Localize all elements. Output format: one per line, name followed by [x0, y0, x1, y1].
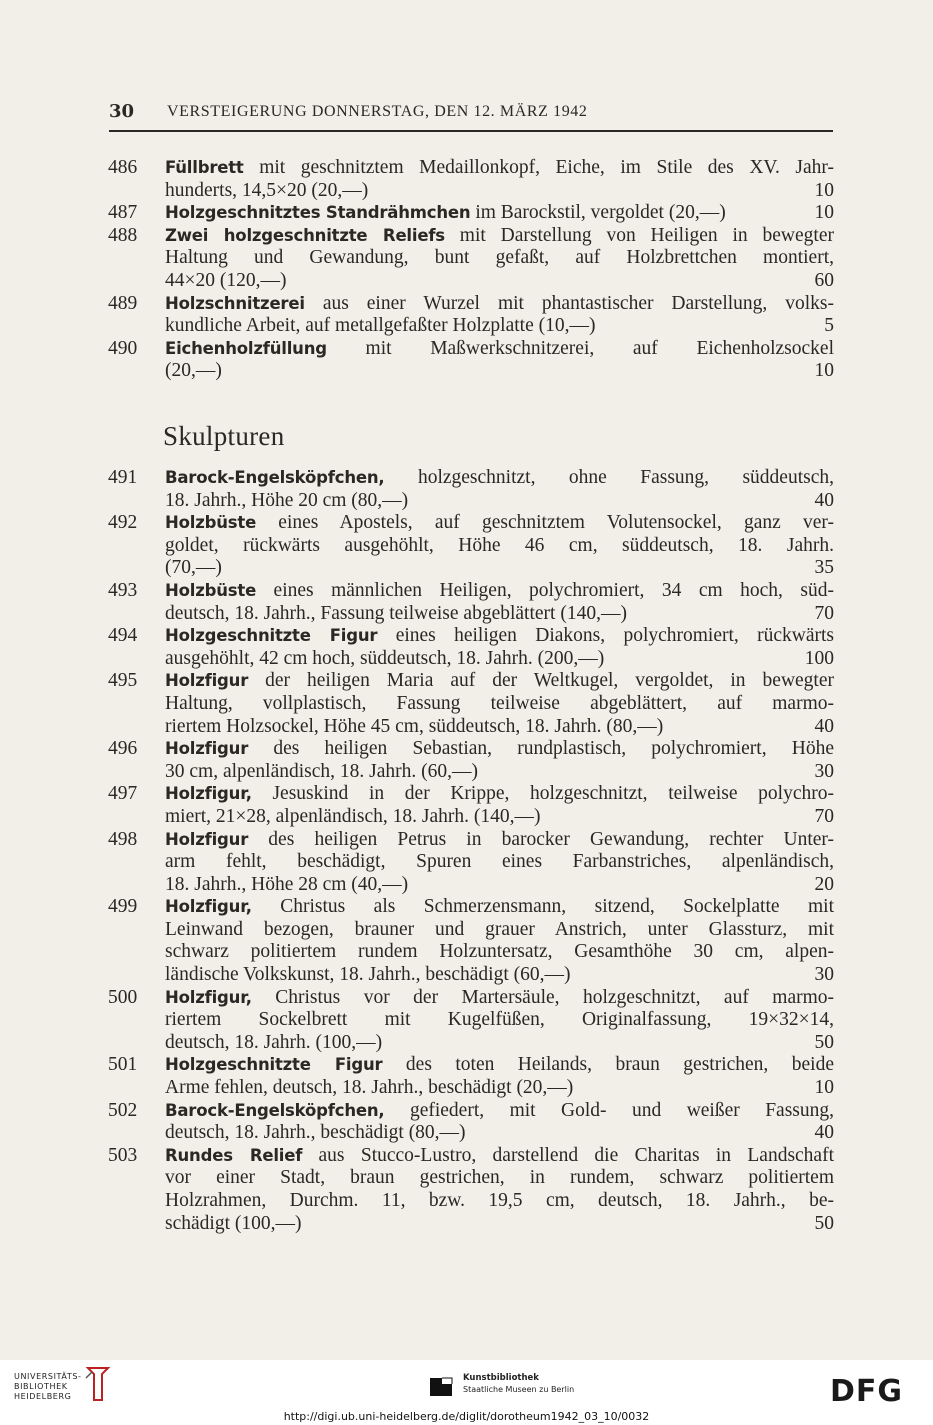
lot-number: 496	[108, 738, 138, 760]
lot-description	[165, 1100, 834, 1145]
catalog-entry	[0, 670, 933, 738]
estimate-price: 60	[814, 269, 834, 291]
lot-description	[165, 829, 834, 897]
catalog-entry	[0, 580, 933, 625]
estimate-price: 40	[814, 715, 834, 737]
catalog-entry	[0, 202, 933, 225]
lot-title: Barock-Engelsköpfchen,	[165, 1100, 385, 1120]
lot-number: 486	[108, 157, 138, 178]
lot-description	[165, 225, 834, 293]
uni-line: UNIVERSITÄTS-	[14, 1372, 82, 1381]
lot-number: 487	[108, 202, 138, 224]
description-text: deutsch, 18. Jahrh., Fassung teilweise abgeblättert (140,—)	[165, 602, 627, 624]
description-final-text	[165, 761, 478, 784]
description-line	[165, 670, 834, 693]
estimate-price: 30	[814, 760, 834, 782]
lot-description	[165, 670, 834, 738]
description-last-line	[165, 1032, 834, 1055]
description-text: ländische Volkskunst, 18. Jahrh., beschädigt (60,—)	[165, 964, 571, 986]
description-text: 18. Jahrh., Höhe 20 cm (80,—)	[165, 489, 409, 511]
catalog-entry	[0, 738, 933, 783]
lot-number: 492	[108, 512, 138, 534]
description-line	[165, 580, 834, 603]
lot-title: Holzfigur,	[165, 784, 252, 804]
description-line	[165, 738, 834, 761]
description-text: aus Stucco-Lustro, darstellend die Charitas in Landschaft	[318, 1144, 834, 1166]
lot-title: Zwei holzgeschnitzte Reliefs	[165, 225, 445, 245]
description-last-line	[165, 202, 834, 225]
lot-description	[165, 896, 834, 986]
catalog-entry	[0, 625, 933, 670]
description-last-line	[165, 315, 834, 338]
description-line	[165, 829, 834, 852]
estimate-price: 70	[814, 805, 834, 827]
description-last-line	[165, 1122, 834, 1145]
description-text: Haltung, vollplastisch, Fassung teilweise abgeblättert, auf marmo-	[165, 692, 834, 714]
lot-number: 491	[108, 467, 138, 488]
estimate-price: 40	[814, 1122, 834, 1144]
lot-title: Holzgeschnitzte Figur	[165, 626, 378, 646]
lot-title: Holzfigur,	[165, 897, 252, 917]
lot-title: Rundes Relief	[165, 1145, 303, 1165]
description-line	[165, 467, 834, 490]
lot-title: Barock-Engelsköpfchen,	[165, 468, 385, 487]
description-line	[165, 851, 834, 874]
description-last-line	[165, 806, 834, 829]
description-text: eines Apostels, auf geschnitztem Volutensockel, ganz ver-	[278, 512, 835, 534]
description-final-text	[165, 806, 540, 829]
description-line	[165, 512, 834, 535]
lot-title: Eichenholzfüllung	[165, 338, 327, 358]
description-text: Leinwand bezogen, brauner und grauer Anstrich, unter Glassturz, mit	[165, 918, 834, 940]
description-final-text	[165, 1213, 301, 1236]
description-line	[165, 293, 834, 316]
kunstbibliothek-label	[463, 1372, 574, 1395]
catalog-entry	[0, 225, 933, 293]
description-text: riertem Holzsockel, Höhe 45 cm, süddeutsch, 18. Jahrh. (80,—)	[165, 715, 664, 737]
description-text: vor einer Stadt, braun gestrichen, in rundem, schwarz politiertem	[165, 1167, 834, 1189]
description-text: miert, 21×28, alpenländisch, 18. Jahrh. (140,—)	[165, 805, 541, 827]
description-line	[165, 1190, 834, 1213]
description-text: Jesuskind in der Krippe, holzgeschnitzt, teilweise polychro-	[272, 783, 834, 805]
lot-description	[165, 338, 834, 383]
kb-name: Kunstbibliothek	[463, 1373, 539, 1383]
uni-line: HEIDELBERG	[14, 1392, 72, 1401]
lot-number: 489	[108, 292, 138, 314]
description-text: mit geschnitztem Medaillonkopf, Eiche, im Stile des XV. Jahr-	[259, 157, 834, 178]
description-final-text	[165, 490, 408, 513]
description-last-line	[165, 180, 834, 203]
university-library-logo	[14, 1372, 82, 1402]
description-line	[165, 157, 834, 180]
lot-description	[165, 1145, 834, 1235]
uni-line: BIBLIOTHEK	[14, 1382, 68, 1391]
catalog-entry	[0, 896, 933, 986]
lot-number: 500	[108, 986, 138, 1008]
description-line	[165, 247, 834, 270]
description-final-text	[165, 360, 222, 383]
description-final-text	[165, 603, 627, 626]
description-text: eines heiligen Diakons, polychromiert, rückwärts	[395, 625, 835, 647]
description-line	[165, 919, 834, 942]
description-last-line	[165, 761, 834, 784]
page-header	[109, 101, 834, 127]
description-last-line	[165, 1213, 834, 1236]
description-final-text	[165, 202, 726, 225]
lot-title: Holzbüste	[165, 513, 257, 533]
description-text: mit Darstellung von Heiligen in bewegter	[459, 224, 834, 246]
description-text: Holzrahmen, Durchm. 11, bzw. 19,5 cm, deutsch, 18. Jahrh., be-	[165, 1190, 834, 1211]
lot-title: Holzfigur	[165, 829, 249, 849]
description-text: 18. Jahrh., Höhe 28 cm (40,—)	[165, 873, 409, 895]
description-text: ausgehöhlt, 42 cm hoch, süddeutsch, 18. Jahrh. (200,—)	[165, 647, 605, 669]
lot-title: Holzschnitzerei	[165, 293, 305, 313]
estimate-price: 100	[804, 647, 834, 669]
catalog-entry	[0, 829, 933, 897]
lot-description	[165, 202, 834, 225]
description-line	[165, 783, 834, 806]
description-final-text	[165, 270, 287, 293]
section-heading: Skulpturen	[163, 421, 285, 451]
source-url[interactable]: http://digi.ub.uni-heidelberg.de/diglit/dorotheum1942_03_10/0032	[283, 1410, 650, 1423]
description-text: des toten Heilands, braun gestrichen, beide	[405, 1054, 834, 1076]
page-number: 30	[109, 101, 135, 122]
description-final-text	[165, 874, 408, 897]
lot-description	[165, 580, 834, 625]
lot-description	[165, 1054, 834, 1099]
lot-number: 502	[108, 1099, 138, 1121]
description-final-text	[165, 648, 604, 671]
estimate-price: 10	[814, 179, 834, 201]
estimate-price: 50	[814, 1031, 834, 1053]
description-final-text	[165, 315, 595, 338]
header-rule	[109, 130, 833, 132]
description-text: hunderts, 14,5×20 (20,—)	[165, 179, 369, 201]
description-text: aus einer Wurzel mit phantastischer Darstellung, volks-	[322, 292, 835, 314]
description-last-line	[165, 603, 834, 626]
lot-title: Holzfigur,	[165, 987, 252, 1007]
dfg-logo: DFG	[830, 1374, 904, 1409]
description-text: kundliche Arbeit, auf metallgefaßter Holzplatte (10,—)	[165, 315, 596, 337]
description-line	[165, 1009, 834, 1032]
description-final-text	[165, 964, 570, 987]
description-line	[165, 941, 834, 964]
description-text: Arme fehlen, deutsch, 18. Jahrh., beschädigt (20,—)	[165, 1077, 574, 1099]
description-text: deutsch, 18. Jahrh. (100,—)	[165, 1031, 383, 1053]
kunstbibliothek-logo-icon	[428, 1374, 454, 1398]
lot-number: 498	[108, 828, 138, 850]
catalog-entry	[0, 512, 933, 580]
description-text: im Barockstil, vergoldet (20,—)	[475, 202, 726, 224]
description-text: deutsch, 18. Jahrh., beschädigt (80,—)	[165, 1122, 466, 1144]
lot-title: Holzgeschnitztes Standrähmchen	[165, 203, 471, 223]
description-text: des heiligen Sebastian, rundplastisch, polychromiert, Höhe	[273, 738, 835, 760]
kb-sub: Staatliche Museen zu Berlin	[463, 1385, 575, 1394]
description-line	[165, 987, 834, 1010]
description-line	[165, 1100, 834, 1123]
lot-title: Holzfigur	[165, 739, 249, 759]
catalog-entry	[0, 293, 933, 338]
catalog-entry	[0, 1145, 933, 1235]
university-mark-icon	[84, 1366, 112, 1402]
catalog-entry	[0, 783, 933, 828]
description-text: Christus vor der Martersäule, holzgeschnitzt, auf marmo-	[275, 986, 835, 1008]
lot-description	[165, 293, 834, 338]
description-line	[165, 338, 834, 361]
lot-description	[165, 625, 834, 670]
catalog-entry	[0, 1054, 933, 1099]
lot-number: 494	[108, 625, 138, 647]
estimate-price: 20	[814, 873, 834, 895]
description-text: 30 cm, alpenländisch, 18. Jahrh. (60,—)	[165, 760, 479, 782]
catalog-entries-sculptures	[0, 467, 933, 1235]
lot-number: 495	[108, 670, 138, 692]
estimate-price: 70	[814, 602, 834, 624]
description-last-line	[165, 360, 834, 383]
description-text: der heiligen Maria auf der Weltkugel, vergoldet, in bewegter	[265, 670, 834, 692]
estimate-price: 10	[814, 202, 834, 224]
lot-title: Füllbrett	[165, 158, 244, 177]
estimate-price: 40	[814, 489, 834, 511]
catalog-entries-before	[0, 157, 933, 383]
lot-number: 499	[108, 896, 138, 918]
description-text: holzgeschnitzt, ohne Fassung, süddeutsch,	[417, 467, 835, 488]
description-last-line	[165, 964, 834, 987]
description-text: eines männlichen Heiligen, polychromiert, 34 cm hoch, süd-	[273, 579, 834, 601]
description-last-line	[165, 874, 834, 897]
lot-description	[165, 512, 834, 580]
description-last-line	[165, 557, 834, 580]
catalog-entry	[0, 157, 933, 202]
description-final-text	[165, 1032, 382, 1055]
description-last-line	[165, 270, 834, 293]
estimate-price: 35	[814, 557, 834, 579]
description-final-text	[165, 180, 368, 203]
lot-number: 488	[108, 224, 138, 246]
description-line	[165, 535, 834, 558]
description-last-line	[165, 1077, 834, 1100]
description-text: mit Maßwerkschnitzerei, auf Eichenholzsockel	[365, 337, 834, 359]
catalog-entry	[0, 1100, 933, 1145]
estimate-price: 5	[824, 315, 834, 337]
lot-description	[165, 783, 834, 828]
estimate-price: 30	[814, 964, 834, 986]
description-text: (20,—)	[165, 360, 222, 382]
description-line	[165, 1167, 834, 1190]
description-line	[165, 693, 834, 716]
lot-number: 497	[108, 783, 138, 805]
description-last-line	[165, 716, 834, 739]
description-line	[165, 896, 834, 919]
running-title: VERSTEIGERUNG DONNERSTAG, DEN 12. MÄRZ 1942	[167, 103, 588, 120]
description-line	[165, 1145, 834, 1168]
estimate-price: 50	[814, 1212, 834, 1234]
description-last-line	[165, 648, 834, 671]
lot-number: 501	[108, 1054, 138, 1076]
description-text: Christus als Schmerzensmann, sitzend, Sockelplatte mit	[280, 896, 834, 918]
lot-title: Holzfigur	[165, 671, 249, 691]
description-text: 44×20 (120,—)	[165, 269, 287, 291]
lot-number: 490	[108, 337, 138, 359]
lot-title: Holzgeschnitzte Figur	[165, 1055, 383, 1075]
description-line	[165, 1054, 834, 1077]
description-last-line	[165, 490, 834, 513]
description-text: des heiligen Petrus in barocker Gewandung, rechter Unter-	[268, 828, 834, 850]
description-text: goldet, rückwärts ausgehöhlt, Höhe 46 cm, süddeutsch, 18. Jahrh.	[165, 534, 834, 556]
description-line	[165, 225, 834, 248]
description-text: schädigt (100,—)	[165, 1212, 302, 1234]
lot-number: 503	[108, 1144, 138, 1166]
estimate-price: 10	[814, 360, 834, 382]
description-text: arm fehlt, beschädigt, Spuren eines Farbanstriches, alpenländisch,	[165, 851, 834, 873]
description-text: (70,—)	[165, 557, 222, 579]
footer	[0, 1360, 933, 1425]
description-line	[165, 625, 834, 648]
description-text: Haltung und Gewandung, bunt gefaßt, auf Holzbrettchen montiert,	[165, 247, 834, 269]
description-final-text	[165, 1122, 466, 1145]
description-text: gefiedert, mit Gold- und weißer Fassung,	[409, 1099, 835, 1121]
description-text: schwarz politiertem rundem Holzuntersatz, Gesamthöhe 30 cm, alpen-	[165, 941, 834, 963]
description-final-text	[165, 557, 222, 580]
estimate-price: 10	[814, 1077, 834, 1099]
catalog-entry	[0, 338, 933, 383]
description-final-text	[165, 716, 663, 739]
lot-description	[165, 467, 834, 512]
lot-description	[165, 738, 834, 783]
lot-description	[165, 157, 834, 202]
description-text: riertem Sockelbrett mit Kugelfüßen, Originalfassung, 19×32×14,	[165, 1009, 834, 1031]
catalog-entry	[0, 987, 933, 1055]
lot-title: Holzbüste	[165, 580, 257, 600]
lot-description	[165, 987, 834, 1055]
lot-number: 493	[108, 579, 138, 601]
description-final-text	[165, 1077, 573, 1100]
catalog-entry	[0, 467, 933, 512]
